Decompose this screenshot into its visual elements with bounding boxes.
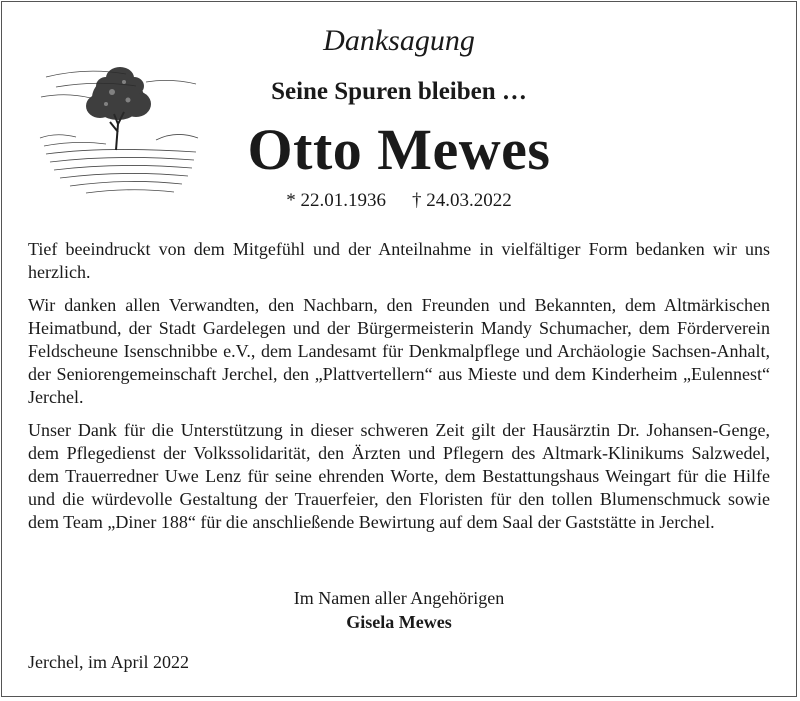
deceased-name: Otto Mewes	[247, 117, 551, 182]
death-date: † 24.03.2022	[412, 190, 512, 211]
obituary-card	[1, 1, 797, 697]
place-date: Jerchel, im April 2022	[28, 652, 189, 672]
signature-block	[2, 586, 796, 634]
paragraph: Wir danken allen Verwandten, den Nachbarn, den Freunden und Bekannten, dem Altmärkischen Heimatbund, der Stadt Gardelegen und der Bürgermeisterin Mandy Schumacher, dem Förderverein Feldscheune Isenschnibbe e.V., dem Landesamt für Denkmalpflege und Archäologie Sachsen-Anhalt, der Seniorengemeinschaft Jerchel, den „Plattvertellern“ aus Mieste und dem Kinderheim „Eulennest“ Jerchel.	[28, 295, 770, 407]
life-dates	[2, 190, 796, 212]
paragraph: Unser Dank für die Unterstützung in dieser schweren Zeit gilt der Hausärztin Dr. Johansen-Genge, dem Pflegedienst der Volkssolidarität, den Ärzten und Pflegern des Altmark-Klinikums Salzwedel, dem Trauerredner Uwe Lenz für seine ehrenden Worte, dem Bestattungshaus Weingart für die Hilfe und die würdevolle Gestaltung der Trauerfeier, den Floristen für den tollen Blumenschmuck sowie dem Team „Diner 188“ für die anschließende Bewirtung auf dem Saal der Gaststätte in Jerchel.	[28, 420, 770, 532]
thanks-text	[28, 238, 770, 544]
signature-line: Im Namen aller Angehörigen	[293, 588, 505, 608]
birth-date: * 22.01.1936	[286, 190, 386, 211]
heading: Danksagung	[323, 24, 475, 57]
signer-name: Gisela Mewes	[346, 612, 452, 632]
tagline: Seine Spuren bleiben …	[271, 78, 527, 105]
paragraph: Tief beeindruckt von dem Mitgefühl und der Anteilnahme in vielfältiger Form bedanken wir uns herzlich.	[28, 239, 770, 282]
